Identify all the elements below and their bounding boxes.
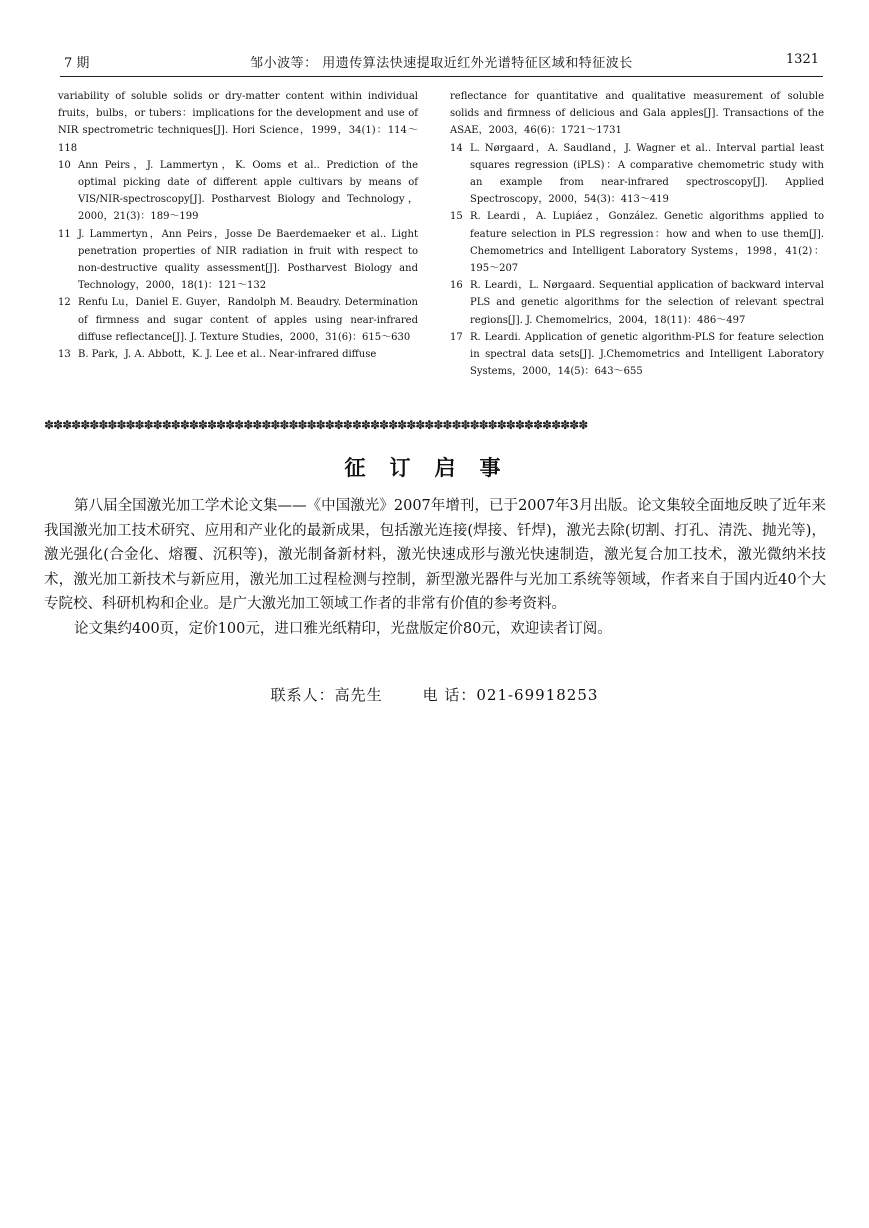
reference-number: 14 [450, 142, 463, 154]
reference-text: B. Park，J. A. Abbott，K. J. Lee et al.. Near-infrared diffuse [78, 349, 377, 361]
notice-body [44, 494, 826, 641]
reference-text: Renfu Lu，Daniel E. Guyer，Randolph M. Beaudry. Determination of firmness and sugar content of apples using near-infrared diffuse reflectance[J]. J. Texture Studies，2000，31(6)：615～630 [78, 297, 418, 343]
reference-text: Ann Peirs，J. Lammertyn，K. Ooms et al.. Prediction of the optimal picking date of different apple cultivars by means of VIS/NIR-spectroscopy[J]. Postharvest Biology and Technology，2000，21(3)：189～199 [78, 159, 418, 223]
reference-text: R. Leardi，L. Nørgaard. Sequential application of backward interval PLS and genetic algorithms for the selection of relevant spectral regions[J]. J. Chemomelrics，2004，18(11)：486～497 [470, 280, 824, 326]
references-left-column [58, 88, 418, 363]
reference-text: J. Lammertyn，Ann Peirs，Josse De Baerdemaeker et al.. Light penetration properties of NIR radiation in fruit with respect to non-destructive quality assessment[J]. Postharvest Biology and Technology，2000，18(1)：121～132 [78, 228, 418, 292]
reference-item [58, 88, 418, 157]
reference-number: 11 [58, 228, 71, 240]
contact-line [0, 684, 869, 705]
reference-number: 12 [58, 297, 71, 309]
notice-title: 征订启事 [344, 455, 525, 480]
reference-text: reflectance for quantitative and qualitative measurement of soluble solids and firmness of delicious and Gala apples[J]. Transactions of the ASAE，2003，46(6)：1721～1731 [450, 91, 824, 137]
references-right-column [450, 88, 824, 380]
running-title: 邹小波等： 用遗传算法快速提取近红外光谱特征区域和特征波长 [250, 56, 633, 71]
reference-text: variability of soluble solids or dry-matter content within individual fruits，bulbs，or tubers：implications for the development and use of NIR spectrometric techniques[J]. Hori Science，1999，34(1)：114～118 [58, 91, 418, 154]
notice-paragraph: 论文集约400页，定价100元，进口雅光纸精印，光盘版定价80元，欢迎读者订阅。 [74, 620, 612, 637]
reference-item [450, 277, 824, 329]
reference-item [450, 140, 824, 209]
reference-number: 15 [450, 211, 463, 223]
reference-item [450, 329, 824, 381]
reference-item [58, 226, 418, 295]
notice-paragraph: 第八届全国激光加工学术论文集——《中国激光》2007年增刊，已于2007年3月出版。论文集较全面地反映了近年来我国激光加工技术研究、应用和产业化的最新成果，包括激光连接(焊接、钎焊)，激光去除(切割、打孔、清洗、抛光等)，激光强化(合金化、熔覆、沉积等)，激光制备新材料，激光快速成形与激光快速制造，激光复合加工技术，激光微纳米技术，激光加工新技术与新应用，激光加工过程检测与控制，新型激光器件与光加工系统等领域，作者来自于国内近40个大专院校、科研机构和企业。是广大激光加工领域工作者的非常有价值的参考资料。 [44, 498, 826, 612]
reference-item [58, 346, 418, 363]
reference-number: 16 [450, 280, 463, 292]
reference-text: R. Leardi. Application of genetic algorithm-PLS for feature selection in spectral data sets[J]. J.Chemometrics and Intelligent Laboratory Systems，2000，14(5)：643～655 [470, 331, 824, 378]
contact-person: 联系人：高先生 [270, 686, 383, 704]
star-separator: ✽✽✽✽✽✽✽✽✽✽✽✽✽✽✽✽✽✽✽✽✽✽✽✽✽✽✽✽✽✽✽✽✽✽✽✽✽✽✽✽✽✽✽✽✽✽✽✽✽✽✽✽✽✽✽✽✽✽✽✽ [44, 418, 588, 432]
reference-item [450, 208, 824, 277]
running-header [60, 50, 823, 77]
reference-number: 13 [58, 349, 71, 361]
reference-text: R. Leardi，A. Lupiáez，González. Genetic algorithms applied to feature selection in PLS regression：how and when to use them[J]. Chemometrics and Intelligent Laboratory Systems，1998，41(2)：195～207 [470, 211, 824, 275]
reference-text: L. Nørgaard，A. Saudland，J. Wagner et al.. Interval partial least squares regression (iPLS)：A comparative chemometric study with an example from near-infrared spectroscopy[J]. Applied Spectroscopy，2000，54(3)：413～419 [470, 142, 824, 206]
reference-item [450, 88, 824, 140]
reference-item [58, 157, 418, 226]
page-number: 1321 [785, 52, 819, 67]
reference-number: 10 [58, 159, 71, 171]
contact-phone: 电 话：021-69918253 [422, 686, 599, 704]
reference-number: 17 [450, 331, 463, 343]
reference-item [58, 294, 418, 346]
issue-number: 7 期 [64, 56, 90, 71]
